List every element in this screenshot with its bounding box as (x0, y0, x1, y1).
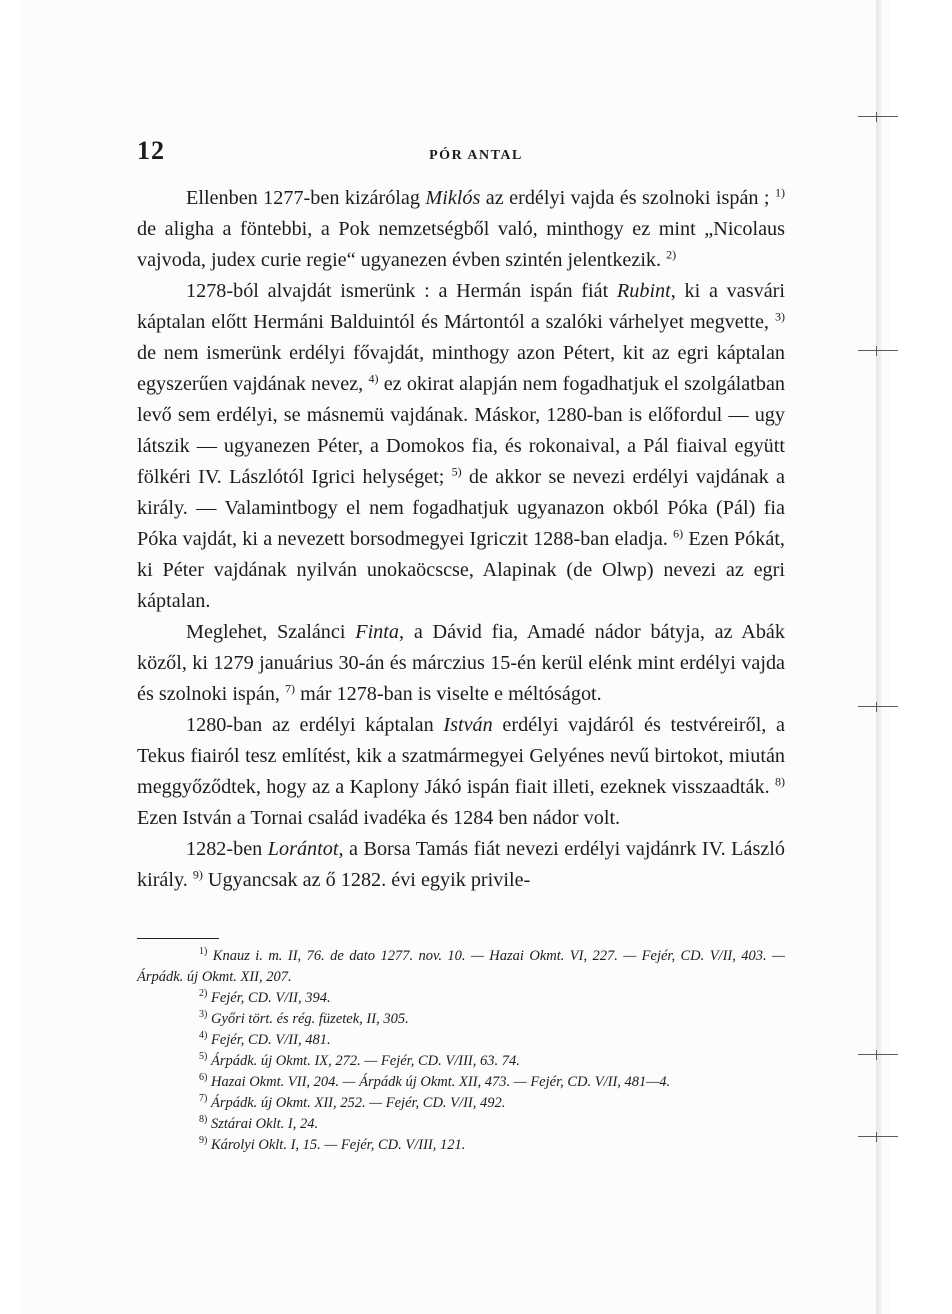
text-run: 1278-ból alvajdát ismerünk : a Hermán ispán fiát (186, 280, 617, 302)
footnote (137, 1135, 785, 1156)
footnote-number: 6) (199, 1072, 208, 1084)
footnote-number: 4) (199, 1030, 208, 1042)
footnote-text: Fejér, CD. V/II, 481. (207, 1032, 331, 1048)
footnote-text: Árpádk. új Okmt. XII, 252. — Fejér, CD. V/II, 492. (207, 1095, 506, 1111)
footnote-reference: 4) (368, 371, 379, 386)
emphasized-name: Finta (355, 621, 399, 643)
footnote (137, 1051, 785, 1072)
footnote-reference: 3) (775, 309, 785, 324)
text-run: Ezen István a Tornai család ivadéka és 1284 ben nádor volt. (137, 807, 621, 829)
footnote-text: Sztárai Oklt. I, 24. (207, 1116, 319, 1132)
text-run: már 1278-ban is viselte e méltóságot. (295, 683, 602, 705)
paragraph (137, 617, 785, 710)
footnote-text: Árpádk. új Okmt. IX, 272. — Fejér, CD. V/III, 63. 74. (207, 1053, 520, 1069)
footnote (137, 988, 785, 1009)
text-run: , a Dávid fia, Amadé nádor bátyja, az Abák közől, ki 1279 januárius 30-án és márczius 15-én kerül elénk mint erdélyi vajda és szolnoki ispán, (137, 621, 785, 705)
footnote-number: 2) (199, 988, 208, 1000)
footnote-text: Károlyi Oklt. I, 15. — Fejér, CD. V/III, 121. (207, 1137, 466, 1153)
text-run: de nem ismerünk erdélyi fővajdát, minthogy azon Pétert, kit az egri káptalan egyszerűen vajdának nevez, (137, 342, 785, 395)
margin-tick-mark (858, 346, 898, 356)
footnote-reference: 2) (666, 247, 677, 262)
text-run: Ugyancsak az ő 1282. évi egyik privile- (202, 869, 531, 891)
text-run: az erdélyi vajda és szolnoki ispán ; (480, 187, 775, 209)
emphasized-name: István (443, 714, 493, 736)
text-run: , ki a vasvári káptalan előtt Hermáni Balduintól és Mártontól a szalóki várhelyet megvette, (137, 280, 785, 333)
footnote-number: 1) (199, 946, 208, 958)
text-run: , a Borsa Tamás fiát nevezi erdélyi vajdánrk IV. László király. (137, 838, 785, 891)
text-run: 1280-ban az erdélyi káptalan (186, 714, 444, 736)
body-text (137, 183, 785, 896)
footnote-reference: 9) (192, 867, 203, 882)
text-run: 1282-ben (186, 838, 268, 860)
page-edge-shadow (876, 0, 882, 1314)
footnote-reference: 7) (285, 681, 296, 696)
footnote-text: Fejér, CD. V/II, 394. (207, 990, 331, 1006)
footnote-number: 3) (199, 1009, 208, 1021)
footnote (137, 946, 785, 988)
footnote (137, 1030, 785, 1051)
footnote-reference: 5) (451, 464, 462, 479)
footnote-text: Hazai Okmt. VII, 204. — Árpádk új Okmt. XII, 473. — Fejér, CD. V/II, 481—4. (207, 1074, 671, 1090)
footnote-reference: 8) (775, 774, 785, 789)
paragraph (137, 710, 785, 834)
paragraph (137, 183, 785, 276)
footnote-text: Győri tört. és rég. füzetek, II, 305. (207, 1011, 409, 1027)
margin-tick-mark (858, 702, 898, 712)
text-run: Ezen Pókát, ki Péter vajdának nyilván unokaöcscse, Alapinak (de Olwp) nevezi az egri káptalan. (137, 528, 785, 612)
emphasized-name: Rubint (616, 280, 671, 302)
footnote-reference: 1) (774, 185, 785, 200)
paragraph (137, 834, 785, 896)
footnote (137, 1114, 785, 1135)
footnote-reference: 6) (673, 526, 684, 541)
footnote-number: 7) (199, 1093, 208, 1105)
page-number: 12 (137, 136, 165, 165)
text-run: erdélyi vajdáról és testvéreiről, a Tekus fiairól tesz említést, kik a szatmármegyei Gelyénes nevű birtokot, miután meggyőződtek, hogy az a Kaplony Jákó ispán fiait illeti, ezeknek visszaadták. (137, 714, 785, 798)
text-run: ez okirat alapján nem fogadhatjuk el szolgálatban levő sem erdélyi, se másnemü vajdának. Máskor, 1280-ban is előfordul — ugy látszik — ugyanezen Péter, a Domokos fia, és rokonaival, a Pál fiaival együtt fölkéri IV. Lászlótól Igrici helységet; (137, 373, 785, 488)
emphasized-name: Miklós (425, 187, 481, 209)
emphasized-name: Lorántot (267, 838, 339, 860)
footnote-number: 9) (199, 1135, 208, 1147)
text-run: de aligha a föntebbi, a Pok nemzetségből való, minthogy ez mint „Nicolaus vajvoda, judex curie regie“ ugyanezen évben szintén jelentkezik. (137, 218, 785, 271)
paragraph (137, 276, 785, 617)
margin-tick-mark (858, 1050, 898, 1060)
footnote-number: 5) (199, 1051, 208, 1063)
footnotes (137, 946, 785, 1156)
text-run: de akkor se nevezi erdélyi vajdának a király. — Valamintbogy el nem fogadhatjuk ugyanazon okból Póka (Pál) fia Póka vajdát, ki a nevezett borsodmegyei Igriczit 1288-ban eladja. (137, 466, 785, 550)
footnote-number: 8) (199, 1114, 208, 1126)
footnote (137, 1072, 785, 1093)
running-title: PÓR ANTAL (429, 148, 523, 163)
margin-tick-mark (858, 112, 898, 122)
footnote (137, 1093, 785, 1114)
footnote-text: Knauz i. m. II, 76. de dato 1277. nov. 10. — Hazai Okmt. VI, 227. — Fejér, CD. V/II, 403. — Árpádk. új Okmt. XII, 207. (137, 948, 785, 985)
footnote-separator (137, 938, 219, 939)
margin-tick-mark (858, 1132, 898, 1142)
footnote (137, 1009, 785, 1030)
text-run: Meglehet, Szalánci (186, 621, 356, 643)
text-run: Ellenben 1277-ben kizárólag (186, 187, 426, 209)
